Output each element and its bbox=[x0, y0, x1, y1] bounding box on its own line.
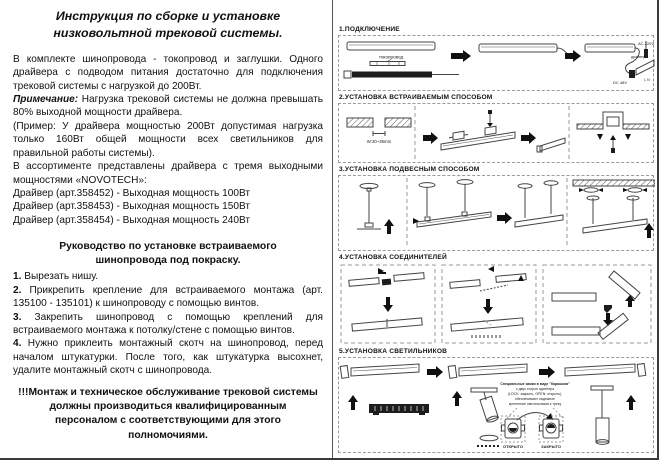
step-2 bbox=[13, 284, 323, 311]
arrow-right-icon bbox=[451, 50, 471, 62]
intro-paragraph: В комплекте шинопровода - токопровод и заглушки. Одного драйвера с подводом питания достаточно для подключения трековой системы с нагрузкой до 200Вт. bbox=[13, 53, 323, 92]
assembled-track-icon bbox=[537, 138, 565, 152]
linear-luminaire-icon bbox=[348, 395, 429, 415]
section-2-title: 2.УСТАНОВКА ВСТРАИВАЕМЫМ СПОСОБОМ bbox=[339, 94, 493, 101]
step-number: 1. bbox=[13, 271, 22, 283]
section-recessed-mounting bbox=[338, 94, 654, 163]
section-connection bbox=[338, 26, 654, 91]
driver-line: Драйвер (арт.358452) - Выходная мощность 100Вт bbox=[13, 187, 250, 199]
track-segment-icon bbox=[565, 364, 646, 377]
luminaires-diagram bbox=[339, 358, 655, 452]
section-1-box bbox=[338, 35, 654, 91]
recessed-mounting-diagram bbox=[339, 104, 655, 162]
pendant-mounting-diagram bbox=[339, 176, 655, 250]
step-text: Нужно приклеить монтажный скотч на шинопровод, перед началом штукатурки. После того, как штукатурка высохнет, удалите монтажный скотч с шинопровода. bbox=[13, 338, 323, 377]
rods-over-track-icon bbox=[413, 180, 491, 227]
assortment-paragraph: В ассортименте представлены драйвера с тремя выходными мощностями «NOVOTECH»: bbox=[13, 161, 323, 186]
section-5-box bbox=[338, 357, 654, 453]
track-exploded-icon bbox=[344, 42, 459, 78]
arrow-right-icon bbox=[423, 132, 438, 144]
ln-label: L N bbox=[644, 78, 650, 82]
driver-line: Драйвер (арт.358454) - Выходная мощность 240Вт bbox=[13, 214, 250, 226]
open-label: ОТКРЫТО bbox=[502, 444, 524, 449]
flexible-connector-icon bbox=[450, 266, 526, 338]
straight-connector-icon bbox=[349, 268, 424, 331]
note-line: с двух сторон адаптера bbox=[515, 387, 555, 391]
section-3-box bbox=[338, 175, 654, 251]
note-line: Специальные замки в виде "барашков" bbox=[500, 382, 570, 386]
step-text: Прикрепить крепление для встраиваемого монтажа (арт. 135100 - 135101) к шинопроводу с помощью винтов. bbox=[13, 284, 323, 310]
step-1 bbox=[13, 270, 323, 283]
adapter-closed-icon bbox=[539, 416, 563, 449]
diagrams-column bbox=[334, 0, 659, 460]
note-text: Нагрузка трековой системы не должна превышать 80% выходной мощности драйвера. bbox=[13, 93, 324, 119]
ceiling-fixing-icon bbox=[573, 180, 655, 238]
connectors-diagram bbox=[338, 263, 654, 345]
arrow-right-icon bbox=[497, 212, 512, 224]
section-luminaires bbox=[338, 348, 654, 453]
page-title: Инструкция по сборке и установке низковольтной трековой системы. bbox=[53, 9, 283, 41]
note-line: (LOCK: закрыть, OPEN: открыть), bbox=[507, 392, 563, 396]
niche-width-label: W:30~35mm bbox=[366, 139, 392, 144]
note-line: обеспечивают надежное bbox=[515, 397, 555, 401]
step-number: 3. bbox=[13, 311, 22, 323]
niche-cutout-icon bbox=[347, 118, 411, 144]
section-1-title: 1.ПОДКЛЮЧЕНИЕ bbox=[339, 26, 400, 33]
note-label: Примечание: bbox=[13, 93, 79, 105]
ac-label: AC 220V bbox=[637, 41, 654, 46]
section-4-title: 4.УСТАНОВКА СОЕДИНИТЕЛЕЙ bbox=[339, 254, 447, 261]
dc-label: DC 48V bbox=[612, 80, 628, 85]
suspension-rod-icon bbox=[357, 183, 394, 234]
pendant-luminaire-icon bbox=[591, 386, 636, 444]
recessed-cross-section-icon bbox=[577, 112, 649, 153]
section-5-title: 5.УСТАНОВКА СВЕТИЛЬНИКОВ bbox=[339, 348, 448, 355]
step-number: 2. bbox=[13, 284, 22, 296]
note-paragraph bbox=[13, 93, 323, 120]
step-4 bbox=[13, 337, 323, 377]
corner-connector-icon bbox=[552, 271, 640, 339]
step-text: Вырезать нишу. bbox=[24, 271, 99, 283]
adapter-lock-note bbox=[500, 382, 570, 420]
track-to-driver-icon bbox=[585, 41, 654, 85]
section-connectors bbox=[338, 254, 654, 345]
section-3-title: 3.УСТАНОВКА ПОДВЕСНЫМ СПОСОБОМ bbox=[339, 166, 480, 173]
warning-text: !!!Монтаж и техническое обслуживание трековой системы должны производиться квалифицированным персоналом с соответствующими для этого полномочиями. bbox=[18, 386, 318, 441]
arrow-right-icon bbox=[427, 366, 443, 378]
section-2-box bbox=[338, 103, 654, 163]
arrow-right-icon bbox=[539, 366, 555, 378]
track-segment-icon bbox=[340, 364, 419, 378]
connection-diagram bbox=[339, 36, 655, 90]
guide-title: Руководство по установке встраиваемого шинопровода под покраску. bbox=[59, 241, 277, 267]
arrow-right-icon bbox=[565, 50, 581, 62]
spot-luminaire-icon bbox=[452, 388, 499, 447]
track-with-brackets-icon bbox=[441, 110, 515, 150]
arrow-right-icon bbox=[521, 132, 536, 144]
step-3 bbox=[13, 311, 323, 338]
assembled-pendant-icon bbox=[515, 181, 563, 227]
driver-label: драйвер bbox=[631, 55, 645, 59]
tokoprovod-label: токопровод bbox=[378, 54, 404, 60]
step-number: 4. bbox=[13, 338, 22, 350]
track-with-cable-icon bbox=[479, 44, 577, 56]
section-4-box bbox=[338, 263, 654, 345]
example-paragraph: (Пример: У драйвера мощностью 200Вт допустимая нагрузка только 160Вт общей мощности всех светильников для правильной работы системы). bbox=[13, 120, 323, 159]
step-text: Закрепить шинопровод с помощью креплений для встраиваемого монтажа к потолку/стене с помощью винтов. bbox=[13, 311, 323, 336]
adapter-open-icon bbox=[501, 416, 525, 449]
driver-line: Драйвер (арт.358453) - Выходная мощность 150Вт bbox=[13, 201, 250, 213]
closed-label: ЗАКРЫТО bbox=[541, 444, 561, 449]
note-line: крепление светильников к треку bbox=[508, 402, 562, 406]
track-segment-icon bbox=[448, 364, 527, 378]
section-pendant-mounting bbox=[338, 166, 654, 251]
